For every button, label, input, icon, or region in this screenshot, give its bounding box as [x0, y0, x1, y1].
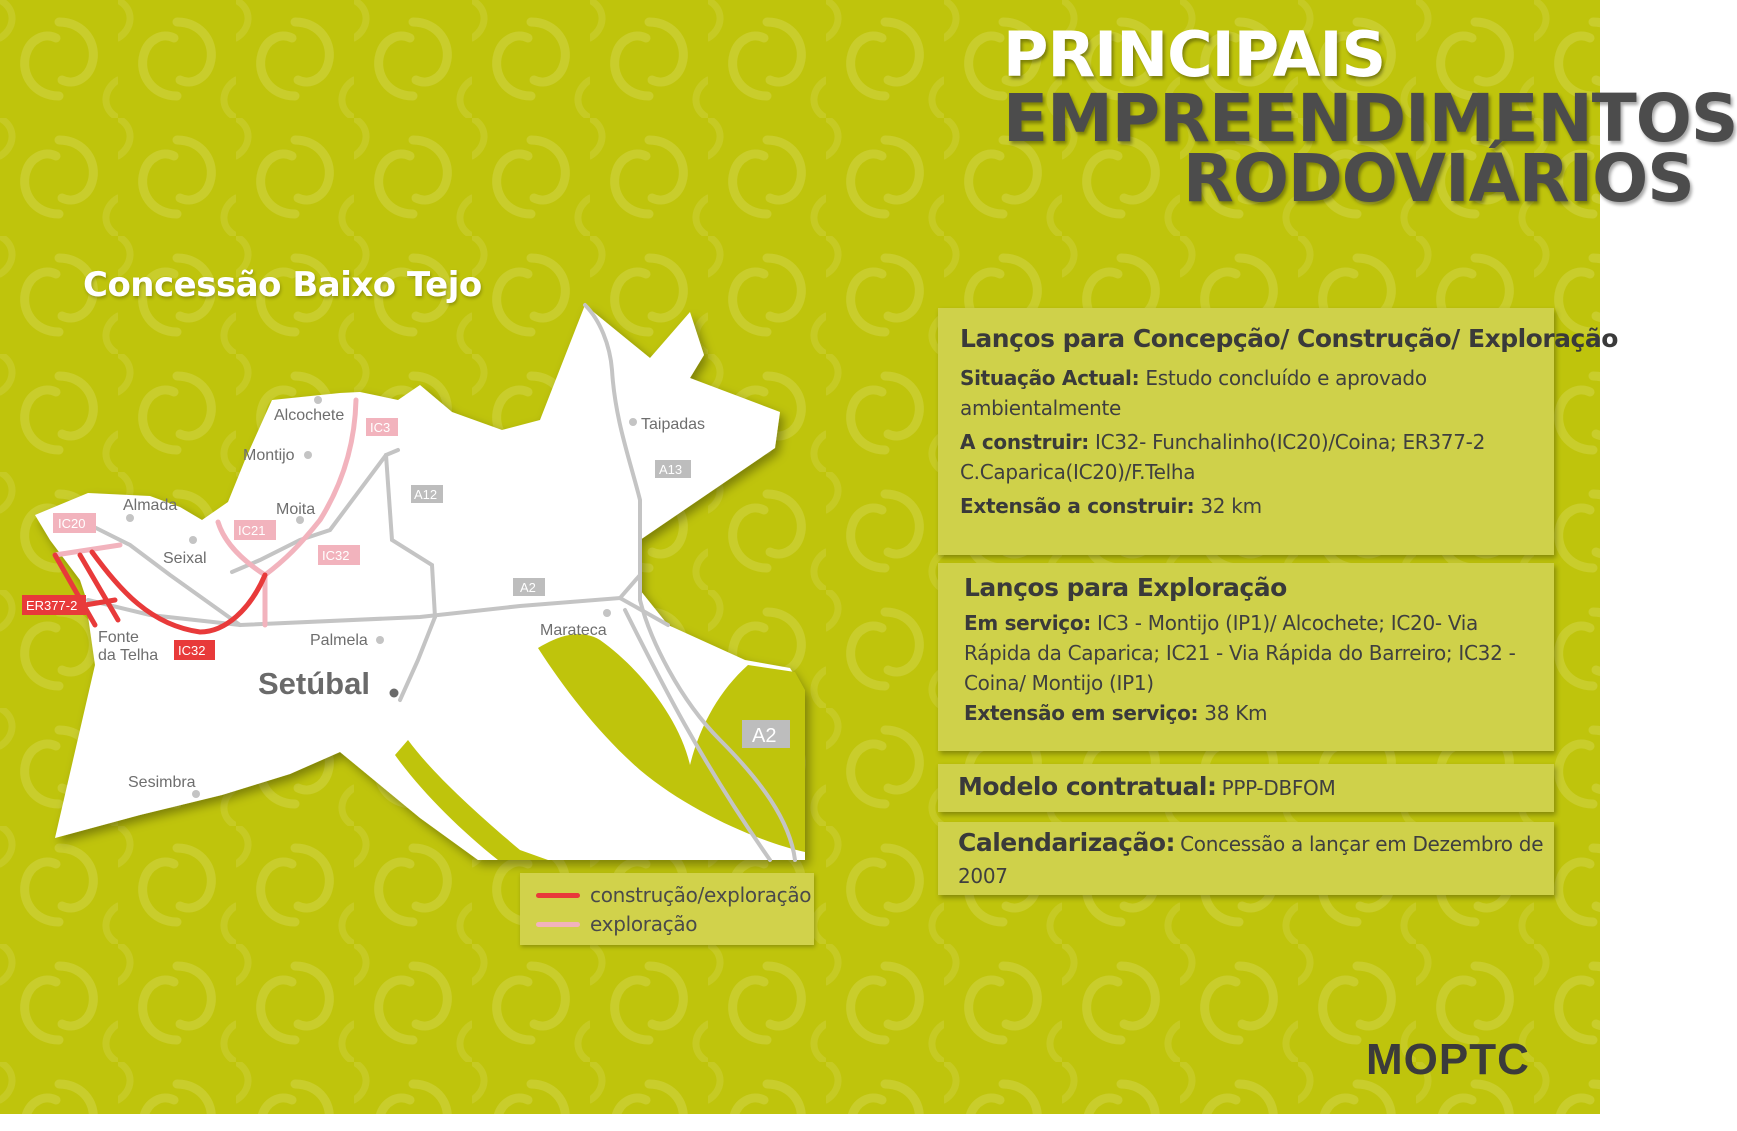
schedule-label: Calendarização:: [958, 828, 1175, 857]
to-build-label: A construir:: [960, 430, 1089, 454]
panel-construction-sections: [938, 308, 1618, 555]
panel-a-length: [960, 491, 1544, 521]
contract-model-label: Modelo contratual:: [958, 772, 1217, 801]
legend-row-construction: [536, 883, 811, 907]
panel-b-title: Lanços para Exploração: [964, 573, 1287, 602]
panel-exploration-sections: [938, 563, 1554, 751]
road-badge-a12: [411, 485, 443, 503]
road-badge-a2-mid: [513, 578, 545, 596]
place-palmela: Palmela: [310, 632, 368, 649]
schedule-value: Concessão a lançar em Dezembro de 2007: [958, 832, 1544, 888]
panel-schedule: [938, 822, 1554, 895]
length-in-service-value: 38 Km: [1204, 701, 1268, 725]
setubal-dot: [390, 689, 399, 698]
concession-title: Concessão Baixo Tejo: [83, 265, 482, 305]
heading-line-principais: PRINCIPAIS: [1003, 18, 1386, 91]
legend-swatch-exploration: [536, 922, 580, 927]
road-badge-er377-2: [22, 595, 86, 615]
legend-label-construction: construção/exploração: [590, 883, 812, 907]
svg-text:A2: A2: [752, 725, 777, 747]
contract-model-value: PPP-DBFOM: [1221, 776, 1336, 800]
svg-text:ER377-2: ER377-2: [26, 598, 78, 613]
heading-line-empreendimentos: EMPREENDIMENTOS: [1003, 80, 1737, 157]
map-legend: [520, 873, 814, 945]
road-badge-ic3: [366, 418, 398, 436]
svg-text:IC21: IC21: [238, 523, 266, 538]
svg-text:IC20: IC20: [58, 516, 86, 531]
situation-label: Situação Actual:: [960, 366, 1140, 390]
length-in-service-label: Extensão em serviço:: [964, 701, 1199, 725]
length-to-build-label: Extensão a construir:: [960, 494, 1195, 518]
place-almada: Almada: [123, 497, 178, 514]
brand-logo: MOPTC: [1366, 1035, 1530, 1084]
road-badge-ic32-north: [318, 545, 360, 565]
in-service-label: Em serviço:: [964, 611, 1091, 635]
place-sesimbra: Sesimbra: [128, 774, 196, 791]
road-badge-a2-east: [742, 720, 790, 748]
to-build-value: IC32- Funchalinho(IC20)/Coina; ER377-2 C.Caparica(IC20)/F.Telha: [960, 430, 1485, 484]
panel-contract-model: [938, 764, 1554, 812]
panel-b-length: [964, 698, 1544, 728]
road-badge-a13: [655, 460, 691, 478]
place-fonte: Fonte: [98, 629, 139, 646]
svg-text:IC32: IC32: [322, 548, 350, 563]
svg-text:IC3: IC3: [370, 420, 391, 435]
situation-value: Estudo concluído e aprovado ambientalmente: [960, 366, 1427, 420]
road-badge-ic32-south: [174, 640, 215, 660]
panel-a-title: Lanços para Concepção/ Construção/ Exploração: [960, 324, 1618, 353]
panel-a-situation: [960, 363, 1544, 423]
legend-label-exploration: exploração: [590, 912, 698, 936]
road-badge-ic21: [234, 520, 276, 540]
length-to-build-value: 32 km: [1200, 494, 1262, 518]
place-seixal: Seixal: [163, 550, 207, 567]
place-moita: Moita: [276, 501, 316, 518]
svg-text:A13: A13: [659, 462, 683, 477]
legend-row-exploration: [536, 912, 697, 936]
svg-text:IC32: IC32: [178, 643, 206, 658]
svg-text:A12: A12: [414, 487, 438, 502]
road-badge-ic20: [53, 513, 96, 533]
place-alcochete: Alcochete: [274, 407, 345, 424]
svg-text:A2: A2: [520, 580, 536, 595]
place-da-telha: da Telha: [98, 647, 159, 664]
panel-a-to-build: [960, 427, 1544, 487]
place-marateca: Marateca: [540, 622, 607, 639]
heading-line-rodoviarios: RODOVIÁRIOS: [1183, 140, 1694, 217]
in-service-value: IC3 - Montijo (IP1)/ Alcochete; IC20- Via Rápida da Caparica; IC21 - Via Rápida do Barreiro; IC32 - Coina/ Montijo (IP1): [964, 611, 1516, 695]
place-montijo: Montijo: [243, 447, 295, 464]
panel-b-in-service: [964, 608, 1544, 698]
place-setubal: Setúbal: [258, 666, 370, 701]
legend-swatch-construction: [536, 893, 580, 898]
place-taipadas: Taipadas: [641, 416, 706, 433]
